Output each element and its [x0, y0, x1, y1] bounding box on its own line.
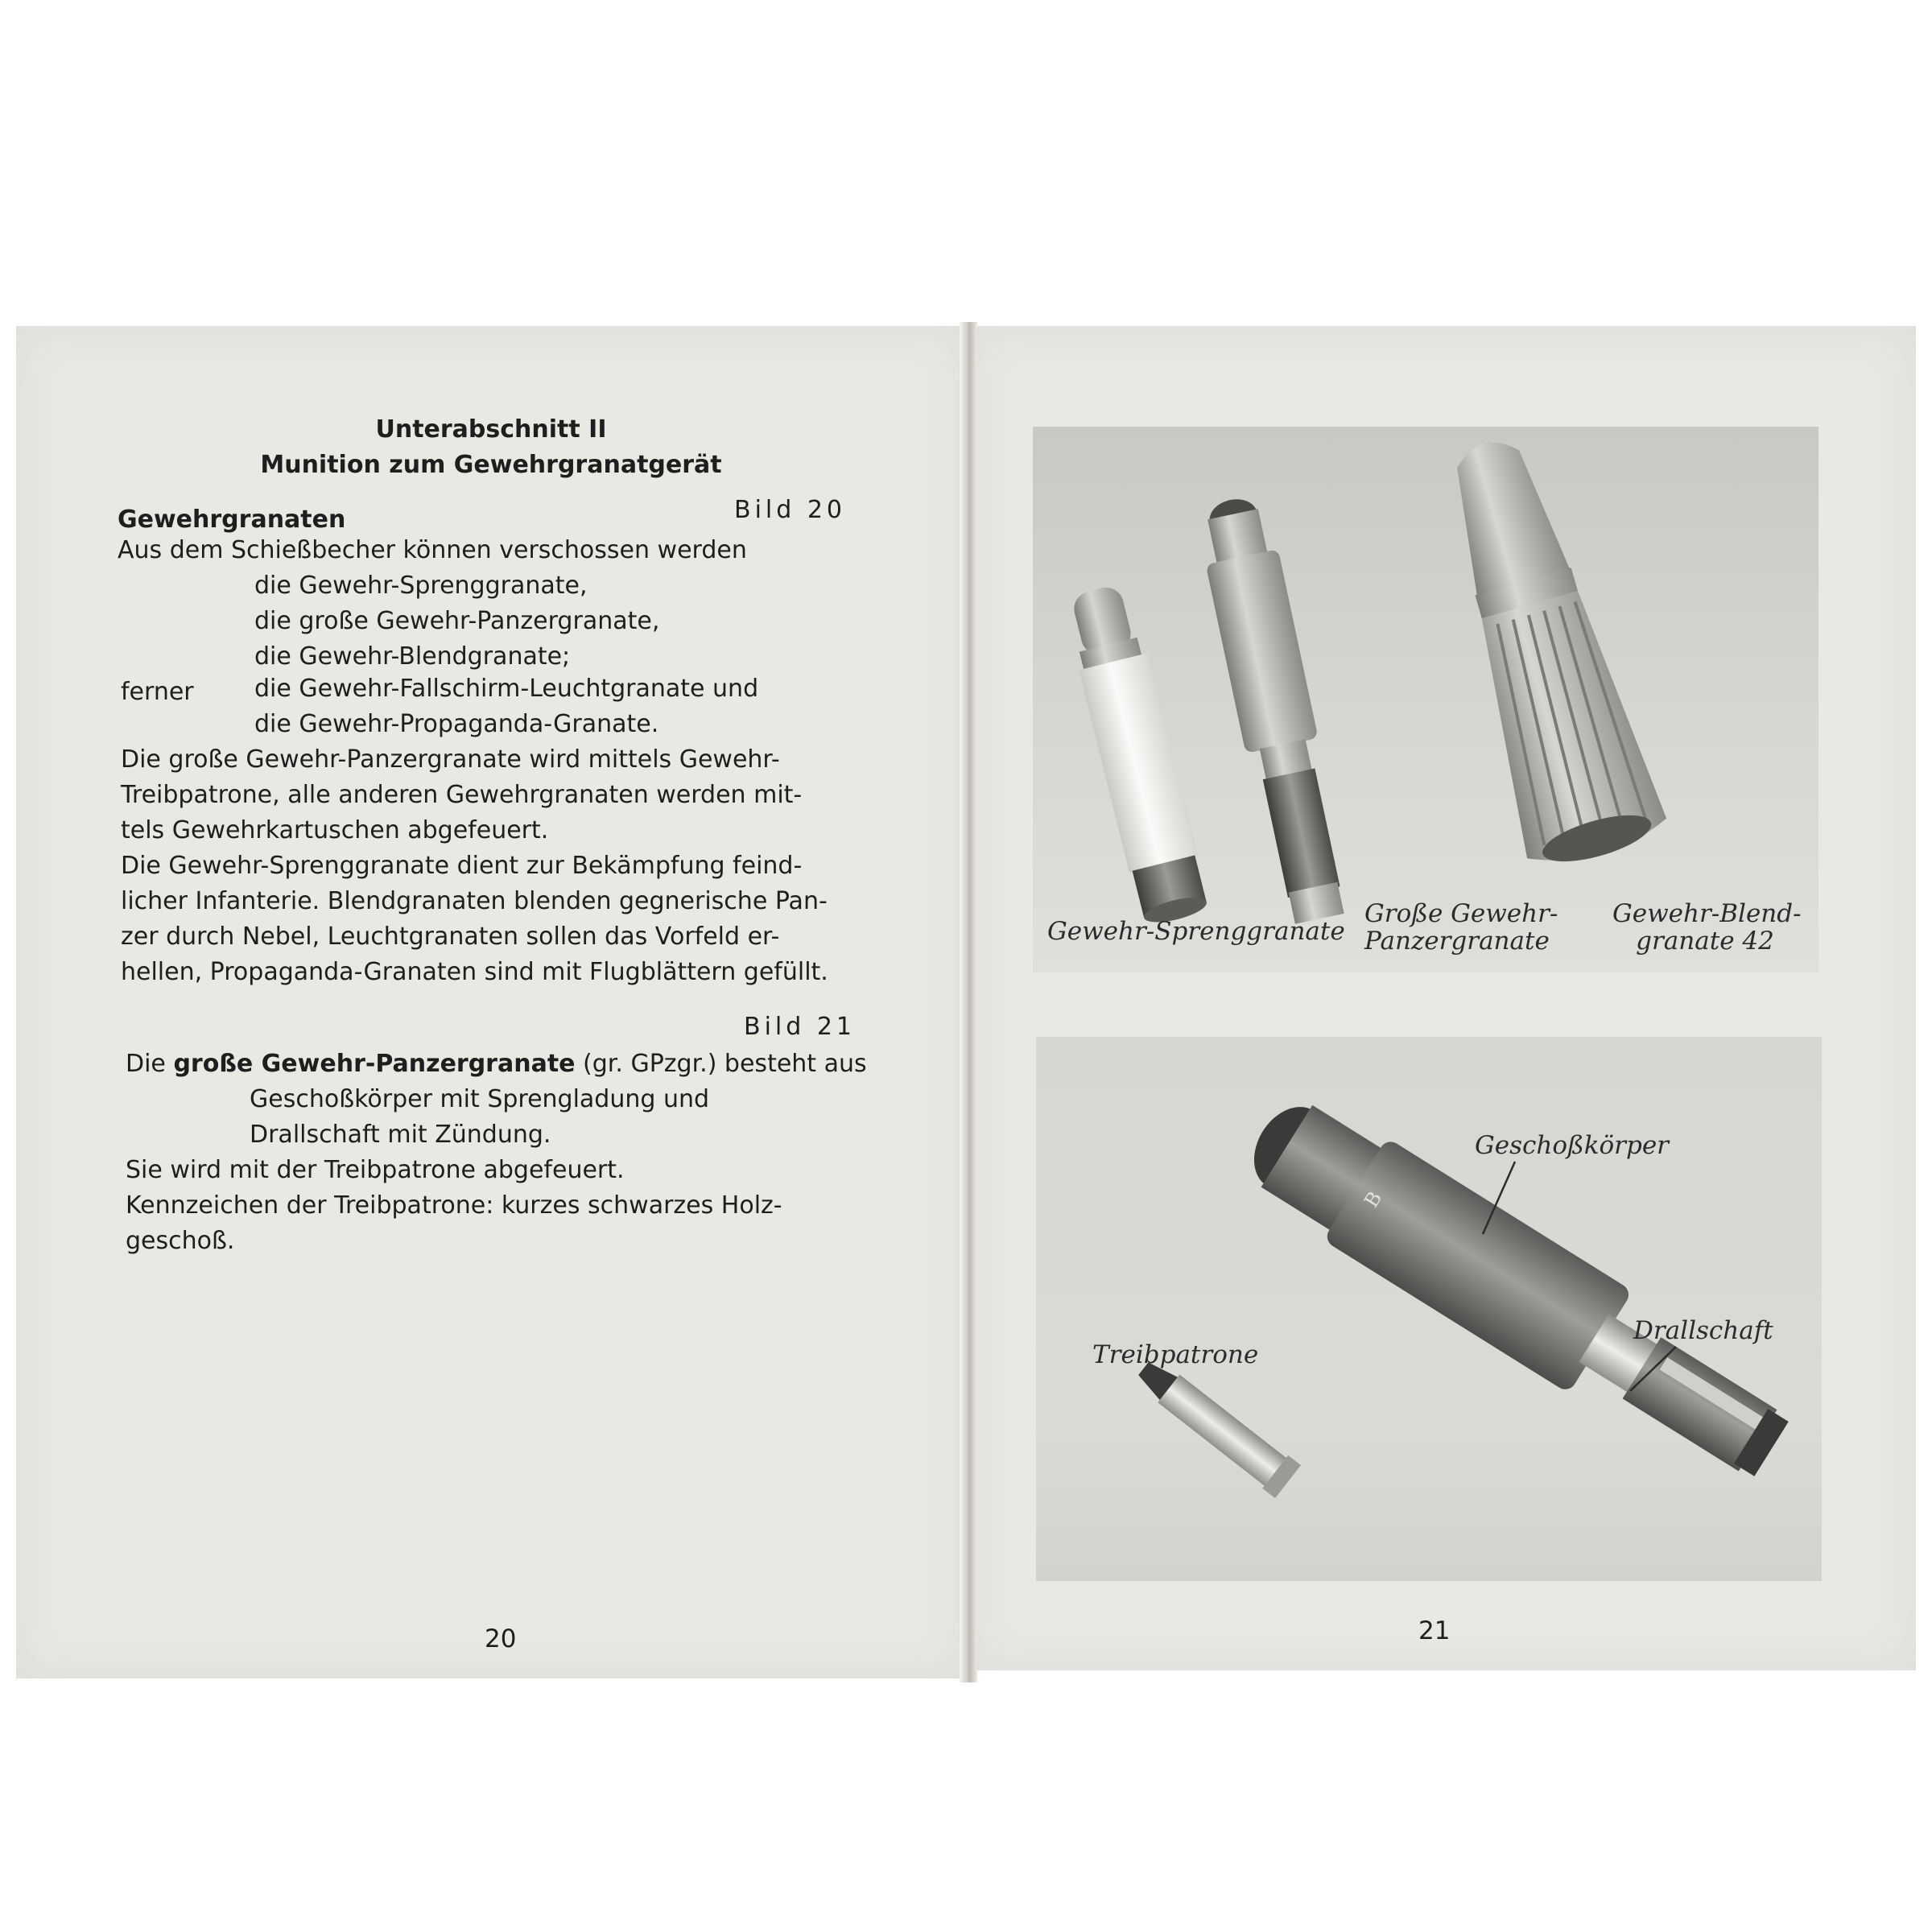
list-item: die Gewehr-Fallschirm-Leuchtgranate und	[254, 675, 759, 703]
panzergranate-shape	[1194, 493, 1356, 927]
caption-blendgranate-line1: Gewehr-Blend-	[1612, 899, 1802, 928]
subheading: Gewehrgranaten	[118, 506, 346, 534]
grenades-illustration	[1033, 427, 1818, 972]
paragraph-line: zer durch Nebel, Leuchtgranaten sollen das Vorfeld er-	[121, 923, 780, 951]
ferner-label: ferner	[121, 678, 194, 706]
label-geschosskoerper: Geschoßkörper	[1475, 1131, 1669, 1160]
paragraph-line: Sie wird mit der Treibpatrone abgefeuert.	[126, 1156, 625, 1184]
page-number-right: 21	[1418, 1616, 1451, 1645]
treibpatrone-shape	[1130, 1352, 1301, 1498]
label-drallschaft: Drallschaft	[1633, 1316, 1773, 1345]
section-title: Munition zum Gewehrgranatgerät	[260, 451, 722, 479]
figure-21-photo	[1036, 1037, 1822, 1581]
label-treibpatrone: Treibpatrone	[1092, 1340, 1259, 1369]
list-item: die Gewehr-Sprenggranate,	[254, 572, 588, 600]
paragraph-line: Die Gewehr-Sprenggranate dient zur Bekämpfung feind-	[121, 852, 803, 880]
figure-20-photo	[1033, 427, 1818, 972]
paragraph-line: tels Gewehrkartuschen abgefeuert.	[121, 816, 549, 844]
paragraph-line	[126, 1046, 867, 1082]
book-gutter	[960, 322, 977, 1682]
panzergranate-detail-illustration	[1036, 1037, 1822, 1581]
list-item: die Gewehr-Blendgranate;	[254, 642, 571, 671]
list-item: die Gewehr-Propaganda-Granate.	[254, 710, 659, 738]
paragraph-line: hellen, Propaganda-Granaten sind mit Flugblättern gefüllt.	[121, 958, 828, 986]
page-number-left: 20	[485, 1624, 517, 1653]
figure-ref-21: Bild 21	[744, 1013, 857, 1041]
p3-suffix: (gr. GPzgr.) besteht aus	[575, 1050, 867, 1078]
intro-line: Aus dem Schießbecher können verschossen werden	[118, 536, 747, 564]
caption-blendgranate-line2: granate 42	[1636, 927, 1774, 956]
paragraph-line: Treibpatrone, alle anderen Gewehrgranaten werden mit-	[121, 781, 803, 809]
p3-prefix: Die	[126, 1050, 174, 1078]
caption-panzergranate-line2: Panzergranate	[1364, 927, 1550, 956]
list-item: die große Gewehr-Panzergranate,	[254, 607, 660, 635]
paragraph-line: Die große Gewehr-Panzergranate wird mittels Gewehr-	[121, 745, 780, 774]
sprenggranate-shape	[1061, 581, 1212, 928]
figure-ref-20: Bild 20	[734, 496, 847, 524]
caption-sprenggranate: Gewehr-Sprenggranate	[1047, 917, 1345, 946]
paragraph-line: licher Infanterie. Blendgranaten blenden gegnerische Pan-	[121, 887, 828, 915]
stamp-letter: B	[1360, 1187, 1387, 1212]
blendgranate-shape	[1414, 427, 1672, 875]
p3-bold: große Gewehr-Panzergranate	[173, 1050, 576, 1078]
paragraph-line: Kennzeichen der Treibpatrone: kurzes schwarzes Holz-	[126, 1191, 782, 1220]
caption-panzergranate-line1: Große Gewehr-	[1364, 899, 1558, 928]
list-item: Geschoßkörper mit Sprengladung und	[250, 1085, 710, 1113]
section-heading: Unterabschnitt II	[375, 415, 607, 444]
list-item: Drallschaft mit Zündung.	[250, 1121, 551, 1149]
paragraph-line: geschoß.	[126, 1227, 235, 1255]
